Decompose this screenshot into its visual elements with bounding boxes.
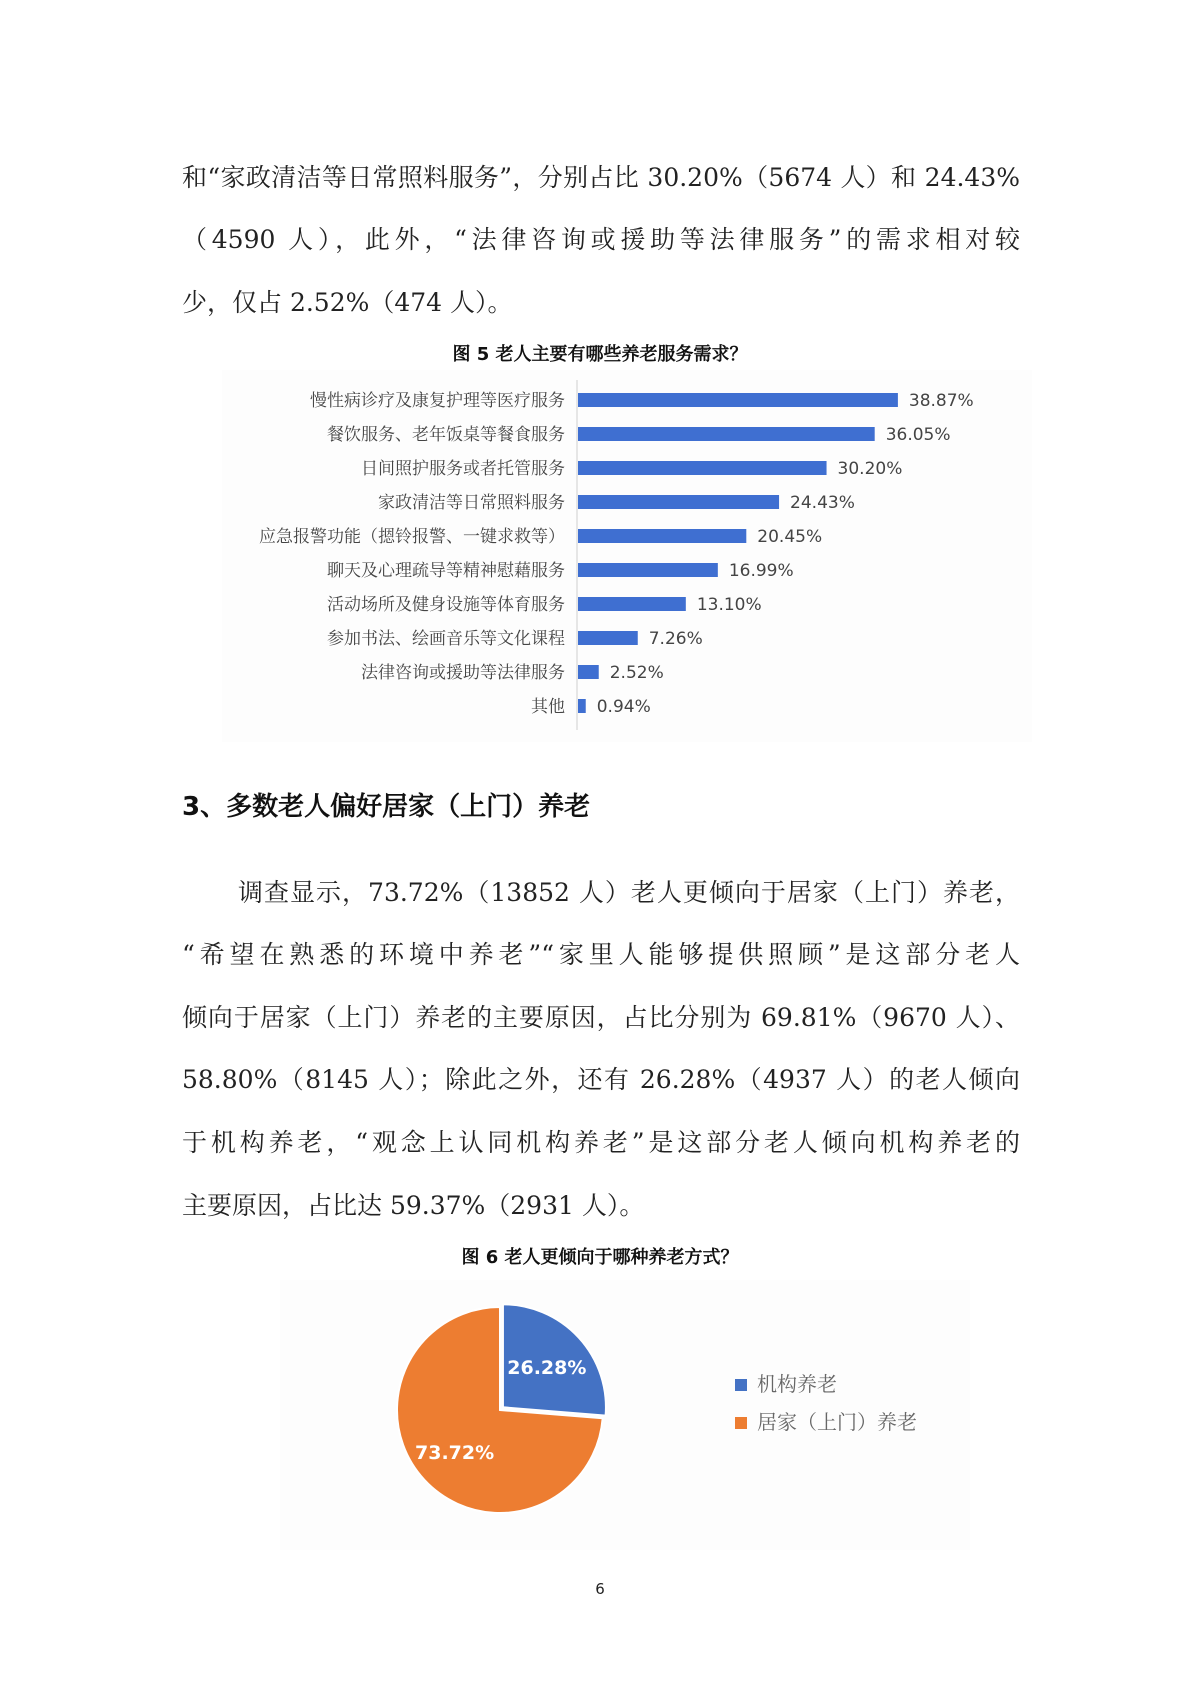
data-label: 13.10%: [696, 595, 762, 615]
data-label: 20.45%: [757, 527, 823, 547]
text-line: “希望在熟悉的环境中养老”“家里人能够提供照顾”是这部分老人: [182, 940, 1020, 969]
bar: [578, 461, 827, 475]
data-label: 2.52%: [609, 663, 664, 683]
data-label: 36.05%: [885, 425, 951, 445]
slice-label: 73.72%: [415, 1441, 495, 1464]
category-label: 参加书法、绘画音乐等文化课程: [327, 629, 565, 649]
text-line: 倾向于居家（上门）养老的主要原因，占比分别为 69.81%（9670 人）、: [182, 1003, 1020, 1032]
text-line: （4590 人），此外，“法律咨询或援助等法律服务”的需求相对较: [182, 225, 1020, 254]
data-label: 30.20%: [837, 459, 903, 479]
slice-label: 26.28%: [507, 1356, 587, 1379]
pie-chart: [280, 1280, 970, 1550]
figure-5-caption: 图 5 老人主要有哪些养老服务需求？: [452, 344, 748, 365]
text-line: 调查显示，73.72%（13852 人）老人更倾向于居家（上门）养老，: [238, 878, 1020, 907]
data-label: 24.43%: [790, 493, 855, 513]
text-line: 58.80%（8145 人）；除此之外，还有 26.28%（4937 人）的老人倾向: [182, 1065, 1020, 1094]
category-label: 法律咨询或援助等法律服务: [361, 663, 565, 683]
category-label: 餐饮服务、老年饭桌等餐食服务: [327, 425, 565, 445]
legend-label: 居家（上门）养老: [757, 1410, 917, 1434]
bar: [578, 495, 779, 509]
category-label: 聊天及心理疏导等精神慰藉服务: [327, 561, 565, 581]
category-label: 慢性病诊疗及康复护理等医疗服务: [310, 391, 565, 411]
bar: [578, 597, 686, 611]
data-label: 16.99%: [728, 561, 794, 581]
bar: [578, 631, 638, 645]
bar: [578, 427, 875, 441]
text-line: 和“家政清洁等日常照料服务”，分别占比 30.20%（5674 人）和 24.43%: [182, 163, 1020, 192]
text-line: 主要原因，占比达 59.37%（2931 人）。: [182, 1191, 645, 1220]
bar: [578, 665, 599, 679]
bar: [578, 699, 586, 713]
bar: [578, 393, 898, 407]
category-label: 应急报警功能（摁铃报警、一键求救等）: [259, 527, 565, 547]
bar: [578, 529, 746, 543]
bar-chart: [222, 370, 1032, 742]
category-label: 其他: [531, 697, 565, 717]
figure-6-caption: 图 6 老人更倾向于哪种养老方式？: [461, 1247, 739, 1268]
category-label: 活动场所及健身设施等体育服务: [327, 595, 565, 615]
legend-swatch: [735, 1417, 747, 1429]
legend-label: 机构养老: [757, 1372, 837, 1396]
legend-swatch: [735, 1379, 747, 1391]
category-label: 日间照护服务或者托管服务: [361, 459, 565, 479]
section-heading: 3、多数老人偏好居家（上门）养老: [182, 792, 591, 822]
data-label: 0.94%: [596, 697, 651, 717]
data-label: 7.26%: [648, 629, 703, 649]
data-label: 38.87%: [908, 391, 974, 411]
category-label: 家政清洁等日常照料服务: [378, 493, 565, 513]
bar: [578, 563, 718, 577]
text-line: 少，仅占 2.52%（474 人）。: [182, 288, 513, 317]
text-line: 于机构养老，“观念上认同机构养老”是这部分老人倾向机构养老的: [182, 1128, 1020, 1157]
page-number: 6: [595, 1580, 605, 1598]
